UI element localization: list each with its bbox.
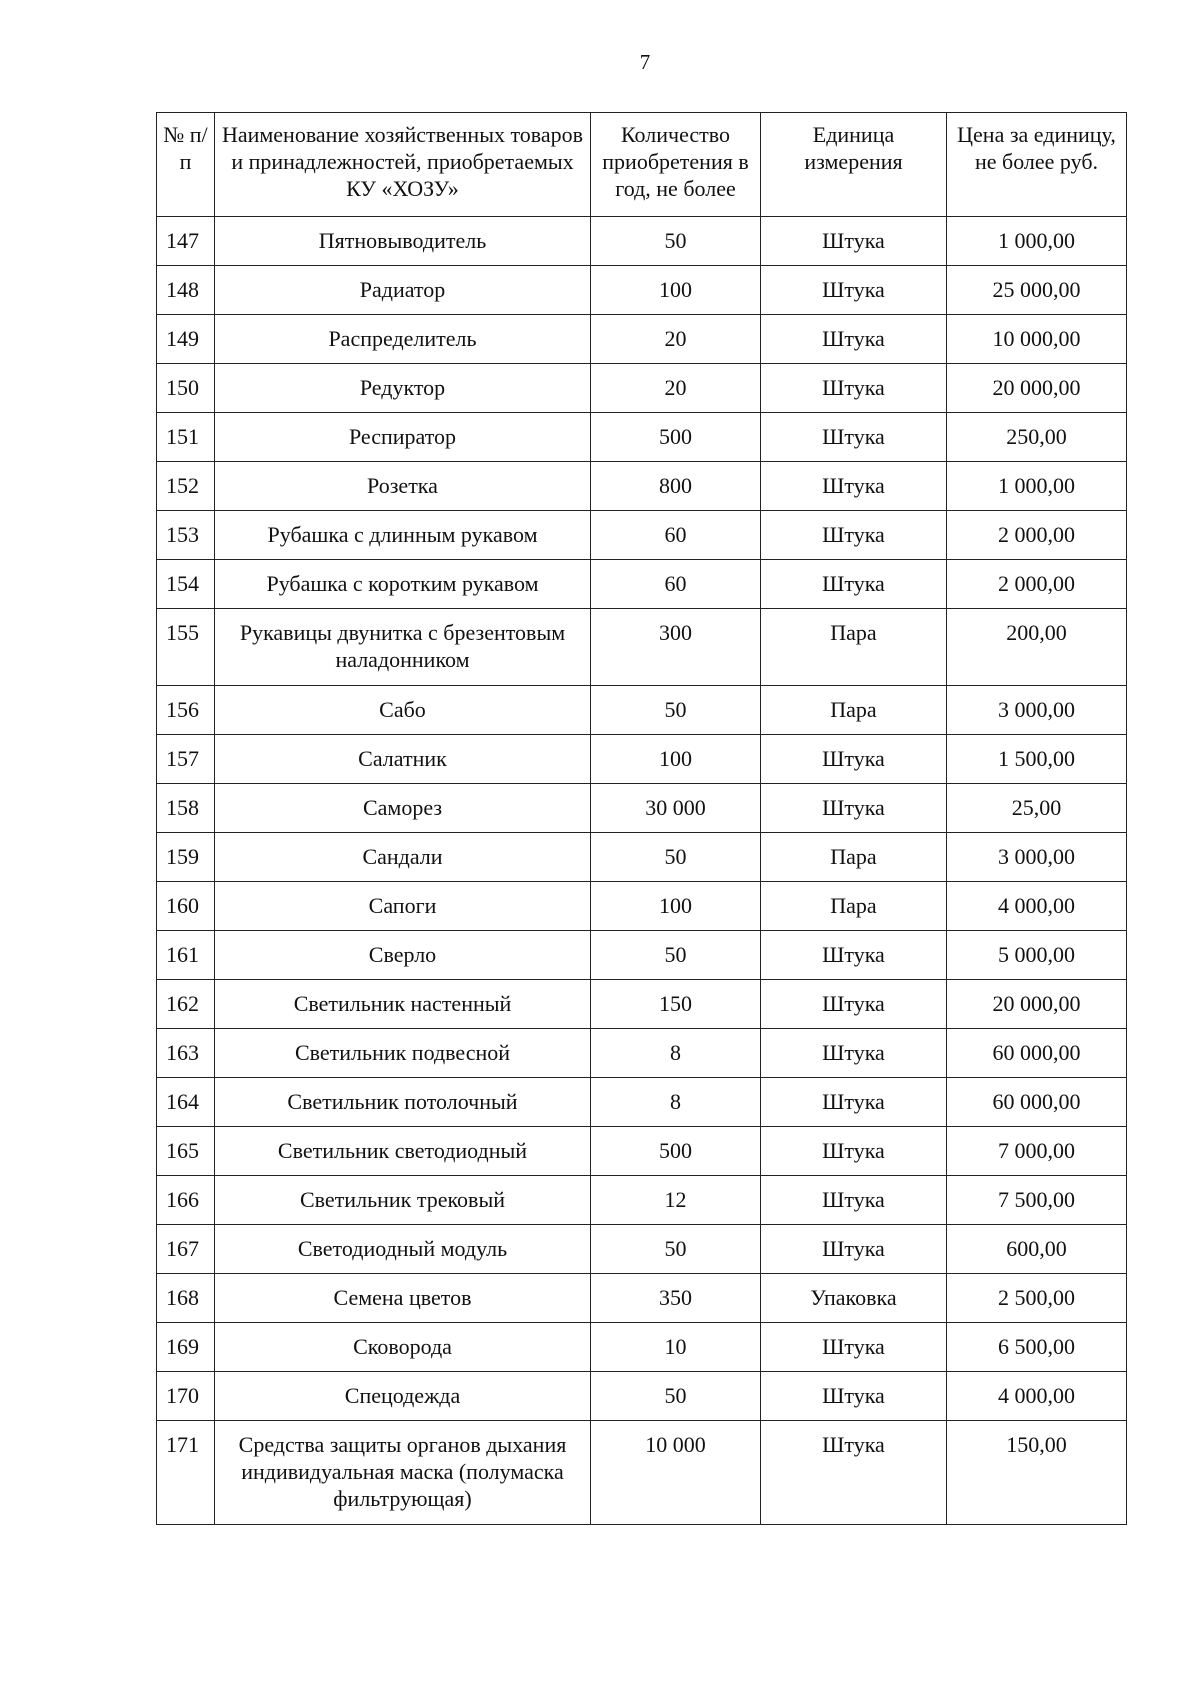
cell-price: 60 000,00	[947, 1029, 1127, 1078]
cell-price: 4 000,00	[947, 882, 1127, 931]
cell-unit: Пара	[761, 686, 947, 735]
cell-num: 149	[157, 315, 215, 364]
cell-unit: Пара	[761, 882, 947, 931]
cell-price: 2 500,00	[947, 1274, 1127, 1323]
cell-num: 154	[157, 560, 215, 609]
cell-qty: 60	[591, 560, 761, 609]
cell-unit: Штука	[761, 1078, 947, 1127]
cell-num: 148	[157, 266, 215, 315]
table-body	[157, 217, 1127, 1525]
cell-num: 171	[157, 1421, 215, 1525]
cell-name: Респиратор	[215, 413, 591, 462]
table-row	[157, 931, 1127, 980]
cell-name: Светильник настенный	[215, 980, 591, 1029]
table-row	[157, 511, 1127, 560]
cell-qty: 50	[591, 1225, 761, 1274]
cell-price: 600,00	[947, 1225, 1127, 1274]
cell-qty: 8	[591, 1078, 761, 1127]
cell-price: 2 000,00	[947, 511, 1127, 560]
cell-num: 152	[157, 462, 215, 511]
cell-price: 150,00	[947, 1421, 1127, 1525]
header-price: Цена за единицу, не более руб.	[947, 113, 1127, 217]
cell-qty: 150	[591, 980, 761, 1029]
cell-qty: 10 000	[591, 1421, 761, 1525]
cell-price: 25 000,00	[947, 266, 1127, 315]
cell-num: 169	[157, 1323, 215, 1372]
cell-unit: Пара	[761, 833, 947, 882]
cell-unit: Штука	[761, 1225, 947, 1274]
cell-qty: 500	[591, 413, 761, 462]
cell-unit: Штука	[761, 980, 947, 1029]
cell-name: Сабо	[215, 686, 591, 735]
cell-qty: 50	[591, 686, 761, 735]
cell-unit: Штука	[761, 217, 947, 266]
cell-name: Семена цветов	[215, 1274, 591, 1323]
cell-num: 150	[157, 364, 215, 413]
cell-price: 20 000,00	[947, 364, 1127, 413]
table-row	[157, 735, 1127, 784]
cell-qty: 50	[591, 833, 761, 882]
cell-name: Распределитель	[215, 315, 591, 364]
header-num: № п/п	[157, 113, 215, 217]
cell-name: Светильник потолочный	[215, 1078, 591, 1127]
cell-price: 10 000,00	[947, 315, 1127, 364]
cell-name: Сандали	[215, 833, 591, 882]
cell-num: 168	[157, 1274, 215, 1323]
cell-num: 147	[157, 217, 215, 266]
table-row	[157, 462, 1127, 511]
cell-name: Сапоги	[215, 882, 591, 931]
cell-unit: Штука	[761, 1323, 947, 1372]
cell-name: Средства защиты органов дыхания индивидуальная маска (полумаска фильтрующая)	[215, 1421, 591, 1525]
cell-unit: Упаковка	[761, 1274, 947, 1323]
goods-table	[156, 112, 1127, 1525]
cell-price: 60 000,00	[947, 1078, 1127, 1127]
table-row	[157, 413, 1127, 462]
cell-qty: 12	[591, 1176, 761, 1225]
cell-unit: Штука	[761, 511, 947, 560]
table-row	[157, 560, 1127, 609]
cell-price: 25,00	[947, 784, 1127, 833]
header-unit: Единица измерения	[761, 113, 947, 217]
cell-price: 1 000,00	[947, 462, 1127, 511]
cell-qty: 60	[591, 511, 761, 560]
cell-num: 170	[157, 1372, 215, 1421]
cell-unit: Штука	[761, 462, 947, 511]
table-row	[157, 1421, 1127, 1525]
cell-num: 161	[157, 931, 215, 980]
table-row	[157, 315, 1127, 364]
header-qty: Количество приобретения в год, не более	[591, 113, 761, 217]
cell-qty: 8	[591, 1029, 761, 1078]
cell-num: 151	[157, 413, 215, 462]
cell-num: 160	[157, 882, 215, 931]
cell-price: 1 500,00	[947, 735, 1127, 784]
cell-qty: 350	[591, 1274, 761, 1323]
cell-unit: Штука	[761, 1029, 947, 1078]
cell-qty: 100	[591, 882, 761, 931]
header-name: Наименование хозяйственных товаров и принадлежностей, приобретаемых КУ «ХОЗУ»	[215, 113, 591, 217]
cell-unit: Штука	[761, 1127, 947, 1176]
page-number: 7	[639, 50, 651, 74]
cell-unit: Штука	[761, 413, 947, 462]
cell-price: 200,00	[947, 609, 1127, 686]
cell-unit: Штука	[761, 560, 947, 609]
table-header-row	[157, 113, 1127, 217]
table-row	[157, 1372, 1127, 1421]
cell-unit: Штука	[761, 266, 947, 315]
cell-unit: Штука	[761, 1372, 947, 1421]
cell-qty: 20	[591, 315, 761, 364]
cell-qty: 10	[591, 1323, 761, 1372]
table-row	[157, 833, 1127, 882]
cell-num: 163	[157, 1029, 215, 1078]
cell-num: 158	[157, 784, 215, 833]
cell-name: Розетка	[215, 462, 591, 511]
cell-price: 2 000,00	[947, 560, 1127, 609]
cell-qty: 50	[591, 1372, 761, 1421]
cell-name: Светильник подвесной	[215, 1029, 591, 1078]
table-row	[157, 882, 1127, 931]
cell-name: Рубашка с длинным рукавом	[215, 511, 591, 560]
cell-qty: 100	[591, 266, 761, 315]
cell-price: 1 000,00	[947, 217, 1127, 266]
cell-unit: Штука	[761, 1421, 947, 1525]
cell-num: 156	[157, 686, 215, 735]
cell-qty: 50	[591, 931, 761, 980]
cell-qty: 500	[591, 1127, 761, 1176]
table-row	[157, 217, 1127, 266]
cell-qty: 50	[591, 217, 761, 266]
cell-unit: Штука	[761, 784, 947, 833]
cell-num: 155	[157, 609, 215, 686]
cell-name: Светильник трековый	[215, 1176, 591, 1225]
table-row	[157, 784, 1127, 833]
cell-name: Редуктор	[215, 364, 591, 413]
cell-price: 250,00	[947, 413, 1127, 462]
cell-name: Сковорода	[215, 1323, 591, 1372]
table-row	[157, 609, 1127, 686]
cell-qty: 300	[591, 609, 761, 686]
table-row	[157, 364, 1127, 413]
cell-num: 157	[157, 735, 215, 784]
cell-unit: Штука	[761, 1176, 947, 1225]
cell-num: 166	[157, 1176, 215, 1225]
cell-unit: Штука	[761, 735, 947, 784]
cell-qty: 30 000	[591, 784, 761, 833]
cell-qty: 100	[591, 735, 761, 784]
cell-qty: 800	[591, 462, 761, 511]
cell-name: Рукавицы двунитка с брезентовым наладонником	[215, 609, 591, 686]
cell-name: Пятновыводитель	[215, 217, 591, 266]
cell-unit: Пара	[761, 609, 947, 686]
table-row	[157, 1127, 1127, 1176]
cell-num: 159	[157, 833, 215, 882]
cell-price: 3 000,00	[947, 686, 1127, 735]
table-row	[157, 266, 1127, 315]
cell-qty: 20	[591, 364, 761, 413]
cell-unit: Штука	[761, 315, 947, 364]
table-row	[157, 980, 1127, 1029]
cell-name: Спецодежда	[215, 1372, 591, 1421]
cell-name: Салатник	[215, 735, 591, 784]
cell-unit: Штука	[761, 364, 947, 413]
table-row	[157, 1176, 1127, 1225]
cell-num: 164	[157, 1078, 215, 1127]
cell-price: 20 000,00	[947, 980, 1127, 1029]
table-row	[157, 1274, 1127, 1323]
table-row	[157, 1078, 1127, 1127]
cell-price: 5 000,00	[947, 931, 1127, 980]
cell-unit: Штука	[761, 931, 947, 980]
cell-num: 153	[157, 511, 215, 560]
cell-price: 6 500,00	[947, 1323, 1127, 1372]
table-row	[157, 1029, 1127, 1078]
cell-name: Саморез	[215, 784, 591, 833]
table-row	[157, 1323, 1127, 1372]
cell-name: Рубашка с коротким рукавом	[215, 560, 591, 609]
table-row	[157, 1225, 1127, 1274]
cell-num: 165	[157, 1127, 215, 1176]
cell-price: 4 000,00	[947, 1372, 1127, 1421]
cell-name: Светодиодный модуль	[215, 1225, 591, 1274]
cell-price: 3 000,00	[947, 833, 1127, 882]
cell-num: 162	[157, 980, 215, 1029]
cell-num: 167	[157, 1225, 215, 1274]
cell-price: 7 000,00	[947, 1127, 1127, 1176]
cell-name: Светильник светодиодный	[215, 1127, 591, 1176]
table-row	[157, 686, 1127, 735]
cell-name: Сверло	[215, 931, 591, 980]
cell-price: 7 500,00	[947, 1176, 1127, 1225]
cell-name: Радиатор	[215, 266, 591, 315]
